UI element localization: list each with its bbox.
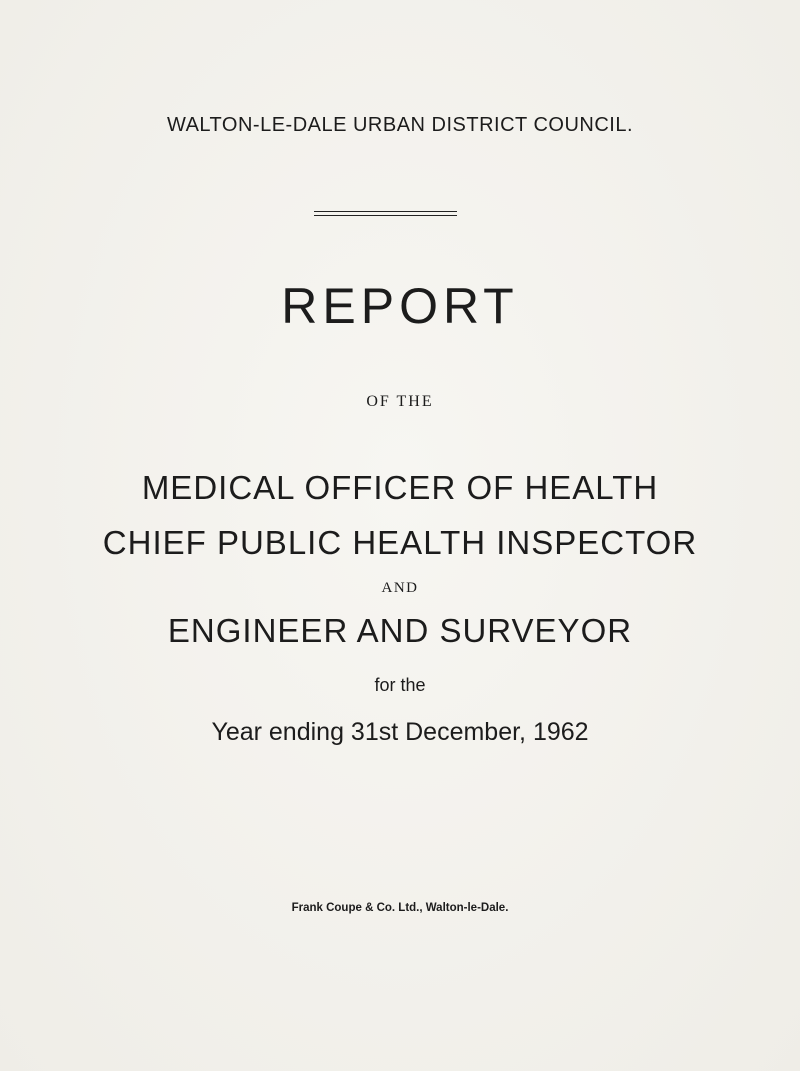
engineer-surveyor-heading: ENGINEER AND SURVEYOR bbox=[167, 612, 633, 649]
report-title: REPORT bbox=[281, 278, 519, 334]
for-the-label: for the bbox=[374, 675, 426, 695]
and-label: AND bbox=[381, 580, 419, 596]
council-name: WALTON-LE-DALE URBAN DISTRICT COUNCIL. bbox=[166, 114, 634, 136]
report-period: Year ending 31st December, 1962 bbox=[211, 718, 589, 746]
decorative-rule-bottom bbox=[314, 215, 457, 216]
of-the-label: OF THE bbox=[366, 393, 434, 410]
medical-officer-heading: MEDICAL OFFICER OF HEALTH bbox=[141, 469, 659, 506]
decorative-rule-top bbox=[314, 211, 457, 212]
printer-imprint: Frank Coupe & Co. Ltd., Walton-le-Dale. bbox=[291, 902, 509, 914]
chief-inspector-heading: CHIEF PUBLIC HEALTH INSPECTOR bbox=[102, 524, 698, 561]
